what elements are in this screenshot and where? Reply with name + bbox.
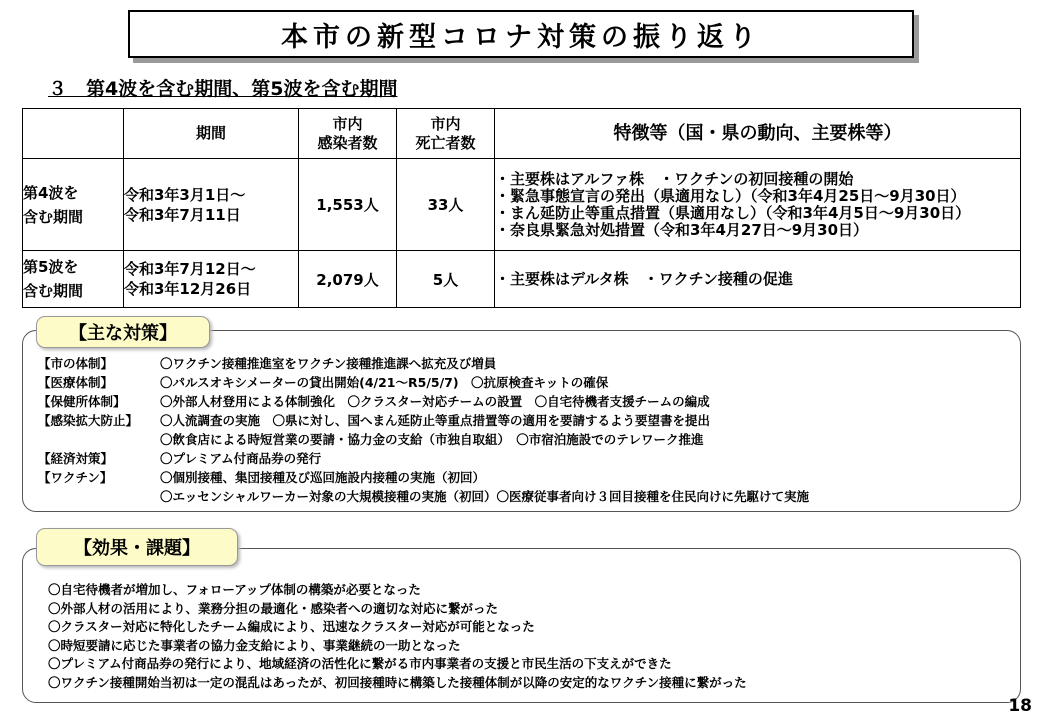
table-row — [23, 251, 1021, 308]
period-name — [23, 159, 124, 251]
header-infections — [299, 109, 397, 159]
period-start: 令和3年3月1日～ — [124, 185, 246, 204]
infections-count: 2,079人 — [299, 251, 397, 308]
effects-label: 【効果・課題】 — [36, 528, 238, 566]
page-title: 本市の新型コロナ対策の振り返り — [128, 10, 914, 58]
measure-text: 〇プレミアム付商品券の発行 — [160, 451, 322, 466]
measure-row — [38, 487, 809, 506]
effect-item: 〇自宅待機者が増加し、フォローアップ体制の構築が必要となった — [48, 582, 421, 597]
feature-line: ・奈良県緊急対処措置（令和3年4月27日～9月30日） — [495, 220, 869, 239]
effect-item: 〇プレミアム付商品券の発行により、地域経済の活性化に繋がる市内事業者の支援と市民生活の下支えができた — [48, 656, 672, 671]
header-deaths-line1: 市内 — [430, 114, 461, 133]
measure-row — [38, 392, 809, 411]
measure-row — [38, 411, 809, 430]
measure-category: 【保健所体制】 — [38, 394, 126, 409]
header-blank — [23, 109, 124, 159]
period-end: 令和3年12月26日 — [124, 280, 252, 298]
period-name-line2: 含む期間 — [23, 207, 84, 226]
table-row — [23, 159, 1021, 251]
waves-table — [22, 108, 1021, 308]
header-infections-line2: 感染者数 — [317, 133, 378, 152]
period-name-line1: 第4波を — [23, 183, 79, 202]
effect-item: 〇外部人材の活用により、業務分担の最適化・感染者への適切な対応に繋がった — [48, 600, 499, 616]
measure-category — [38, 487, 160, 506]
feature-line: ・まん延防止等重点措置（県適用なし）（令和3年4月5日～9月30日） — [495, 203, 971, 222]
measure-row — [38, 468, 809, 487]
section-heading: ３ 第4波を含む期間、第5波を含む期間 — [48, 78, 398, 100]
effect-item: 〇クラスター対応に特化したチーム編成により、迅速なクラスター対応が可能となった — [48, 619, 535, 634]
measure-text: 〇パルスオキシメーターの貸出開始(4/21～R5/5/7) 〇抗原検査キットの確保 — [160, 375, 609, 390]
measure-text: 〇エッセンシャルワーカー対象の大規模接種の実施（初回）〇医療従事者向け３回目接種を住民向けに先駆けて実施 — [160, 489, 809, 504]
deaths-count: 33人 — [397, 159, 495, 251]
measure-text: 〇外部人材登用による体制強化 〇クラスター対応チームの設置 〇自宅待機者支援チームの編成 — [160, 394, 710, 409]
effect-item: 〇時短要請に応じた事業者の協力金支給により、事業継続の一助となった — [48, 637, 461, 653]
measure-text: 〇ワクチン接種推進室をワクチン接種推進課へ拡充及び増員 — [160, 356, 497, 371]
features-cell — [495, 251, 1021, 308]
measures-list — [38, 354, 809, 506]
feature-line: ・主要株はデルタ株 ・ワクチン接種の促進 — [495, 269, 793, 288]
measure-text: 〇個別接種、集団接種及び巡回施設内接種の実施（初回） — [160, 470, 486, 485]
period-end: 令和3年7月11日 — [124, 205, 241, 224]
page-number: 18 — [1008, 696, 1032, 716]
feature-line: ・主要株はアルファ株 ・ワクチンの初回接種の開始 — [495, 169, 854, 188]
deaths-count: 5人 — [397, 251, 495, 308]
period-dates — [124, 159, 299, 251]
period-name-line1: 第5波を — [23, 258, 79, 276]
period-start: 令和3年7月12日～ — [124, 260, 256, 278]
header-infections-line1: 市内 — [332, 114, 363, 133]
effect-item: 〇ワクチン接種開始当初は一定の混乱はあったが、初回接種時に構築した接種体制が以降の安定的なワクチン接種に繋がった — [48, 674, 747, 690]
measure-category: 【感染拡大防止】 — [38, 413, 139, 428]
measure-category: 【医療体制】 — [38, 375, 114, 390]
header-period: 期間 — [124, 109, 299, 159]
infections-count: 1,553人 — [299, 159, 397, 251]
header-deaths — [397, 109, 495, 159]
features-cell — [495, 159, 1021, 251]
measure-row — [38, 430, 809, 449]
header-deaths-line2: 死亡者数 — [415, 133, 476, 152]
period-name — [23, 251, 124, 308]
period-name-line2: 含む期間 — [23, 282, 84, 300]
measure-category: 【ワクチン】 — [38, 470, 113, 485]
feature-line: ・緊急事態宣言の発出（県適用なし）（令和3年4月25日～9月30日） — [495, 186, 966, 205]
measures-label: 【主な対策】 — [36, 316, 210, 348]
measure-row — [38, 373, 809, 392]
effects-list — [48, 581, 747, 692]
measure-row — [38, 354, 809, 373]
measure-category: 【市の体制】 — [38, 356, 114, 371]
measure-text: 〇飲食店による時短営業の要請・協力金の支給（市独自取組） 〇市宿泊施設でのテレワーク推進 — [160, 432, 704, 447]
table-header-row — [23, 109, 1021, 159]
measure-row — [38, 449, 809, 468]
period-dates — [124, 251, 299, 308]
measure-text: 〇人流調査の実施 〇県に対し、国へまん延防止等重点措置等の適用を要請するよう要望書を提出 — [160, 413, 711, 428]
header-features: 特徴等（国・県の動向、主要株等） — [495, 109, 1021, 159]
measure-category — [38, 430, 160, 449]
measure-category: 【経済対策】 — [38, 451, 114, 466]
